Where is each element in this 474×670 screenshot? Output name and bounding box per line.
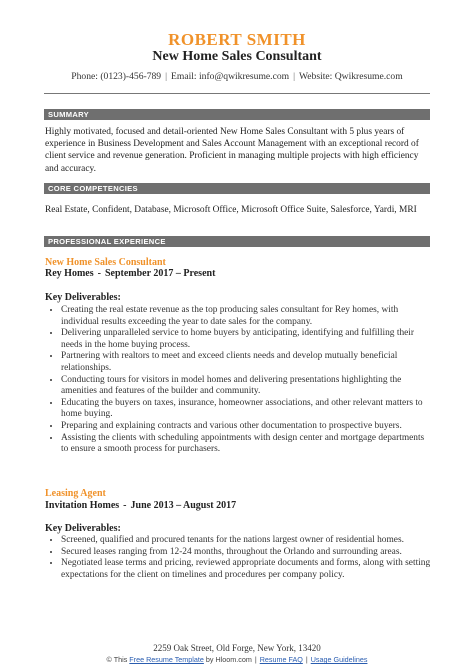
header-divider	[44, 93, 430, 94]
job-1-bullet-list	[45, 305, 433, 456]
usage-guidelines-link[interactable]: Usage Guidelines	[310, 655, 368, 664]
free-resume-template-link[interactable]: Free Resume Template	[129, 655, 204, 664]
footer-links: © This Free Resume Template by Hloom.com | Resume FAQ | Usage Guidelines	[106, 655, 368, 664]
list-item: • Screened, qualified and procured tenants for the nations largest owner of residential homes.	[61, 535, 433, 547]
candidate-title: New Home Sales Consultant	[152, 49, 322, 64]
list-item: • Secured leases ranging from 12-24 months, throughout the Orlando and surrounding areas.	[61, 547, 433, 559]
section-summary-heading: SUMMARY	[44, 109, 430, 120]
job-2-company: Invitation Homes	[45, 500, 120, 511]
list-item: • Preparing and explaining contracts and various other documentation to prospective buyers.	[61, 421, 433, 433]
list-item: • Educating the buyers on taxes, insurance, homeowner associations, and other relevant matters to home buying.	[61, 398, 433, 421]
candidate-name: ROBERT SMITH	[168, 30, 306, 49]
section-competencies-heading: CORE COMPETENCIES	[44, 183, 430, 194]
contact-website: Website: Qwikresume.com	[299, 71, 403, 82]
competencies-text: Real Estate, Confident, Database, Microsoft Office, Microsoft Office Suite, Salesforce, Yardi, MRI	[45, 205, 417, 215]
job-1-role: New Home Sales Consultant	[45, 257, 166, 268]
list-item: • Delivering unparalleled service to home buyers by anticipating, identifying and fulfilling their needs in the home buying process.	[61, 328, 433, 351]
job-2-period: June 2013 – August 2017	[130, 500, 237, 511]
list-item: • Assisting the clients with scheduling appointments with design center and mortgage departments to ensure a smooth process for purchasers.	[61, 433, 433, 456]
contact-line: Phone: (0123)-456-789 | Email: info@qwikresume.com | Website: Qwikresume.com	[71, 71, 403, 82]
list-item: • Creating the real estate revenue as the top producing sales consultant for Rey homes, with individual results exceeding the year to date sales for the company.	[61, 305, 433, 328]
footer-prefix: © This	[106, 655, 128, 664]
job-2-role: Leasing Agent	[45, 488, 106, 499]
section-experience-heading: PROFESSIONAL EXPERIENCE	[44, 236, 430, 247]
footer-address: 2259 Oak Street, Old Forge, New York, 13420	[153, 643, 321, 653]
job-1-deliverables-label: Key Deliverables:	[45, 292, 121, 303]
job-1-period: September 2017 – Present	[104, 268, 216, 279]
job-2-bullet-list	[45, 535, 433, 581]
contact-phone: Phone: (0123)-456-789	[71, 71, 162, 82]
resume-faq-link[interactable]: Resume FAQ	[259, 655, 303, 664]
list-item: • Negotiated lease terms and pricing, reviewed appropriate documents and forms, along with setting expectations for the client on timelines and procedures per company policy.	[61, 558, 433, 581]
footer-by: by Hloom.com	[205, 655, 252, 664]
summary-text: Highly motivated, focused and detail-oriented New Home Sales Consultant with 5 plus years of experience in Business Development and Sales Account Management with an exceptional record of client service and revenue generation. Proficient in managing multiple projects with high efficiency and accuracy.	[45, 127, 419, 174]
job-2-deliverables-label: Key Deliverables:	[45, 523, 121, 534]
job-1-company: Rey Homes	[45, 268, 94, 279]
list-item: • Conducting tours for visitors in model homes and delivering presentations highlighting the amenities and features of the builder and community.	[61, 375, 433, 398]
list-item: • Partnering with realtors to meet and exceed clients needs and develop mutually beneficial relationships.	[61, 351, 433, 374]
job-1-company-line: Rey Homes - September 2017 – Present	[45, 268, 216, 279]
job-2-company-line: Invitation Homes - June 2013 – August 2017	[45, 500, 237, 511]
contact-email: Email: info@qwikresume.com	[171, 71, 290, 82]
